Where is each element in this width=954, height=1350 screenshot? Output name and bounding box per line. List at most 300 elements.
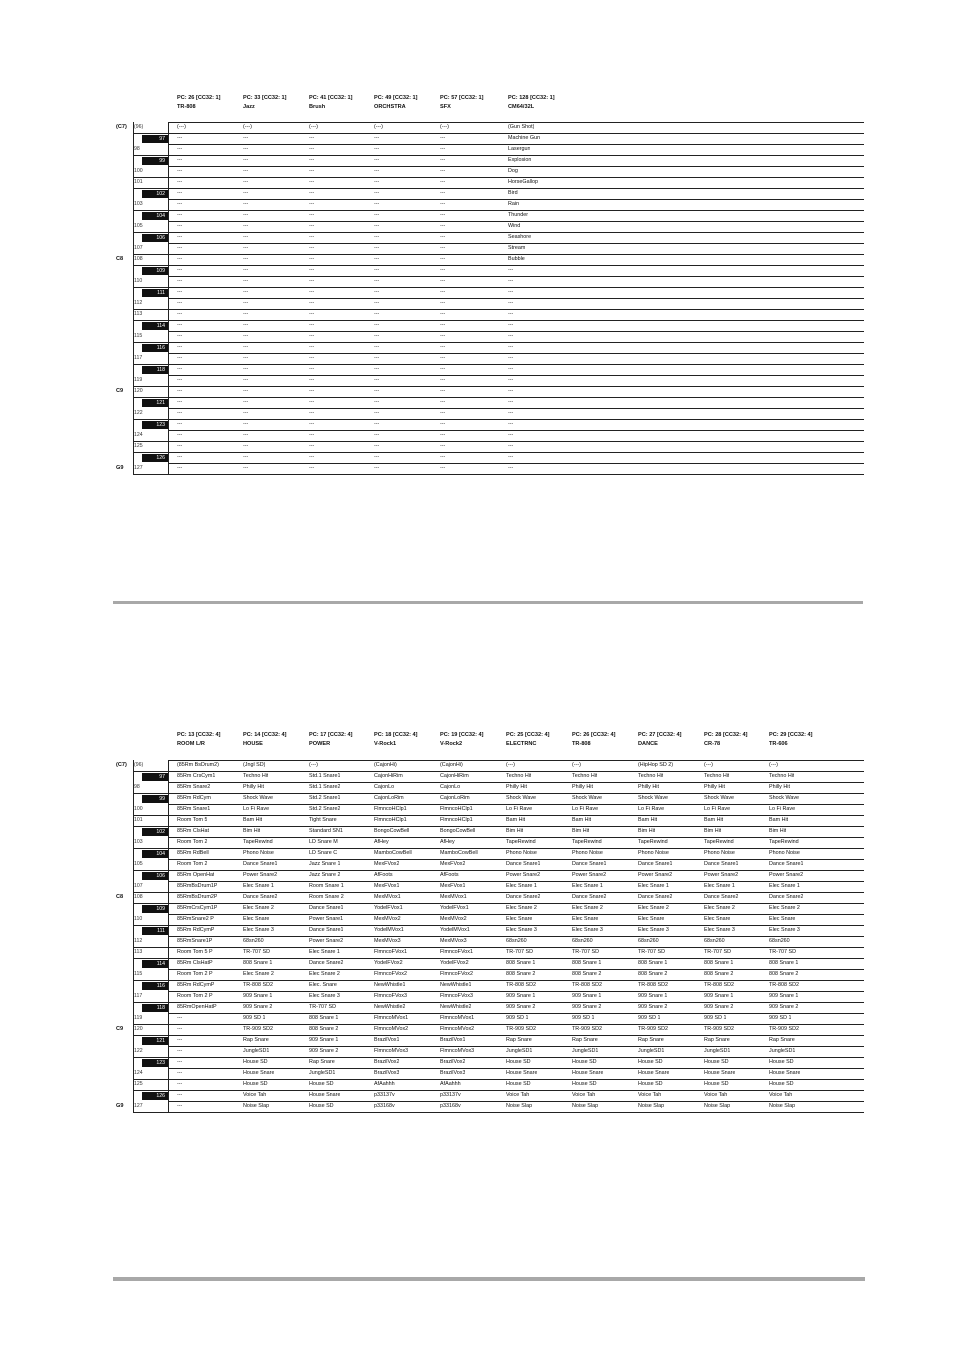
table-cell: --- — [309, 333, 315, 339]
table-cell: Elec Snare 3 — [572, 927, 603, 933]
table-cell: --- — [374, 322, 380, 328]
white-key-number: 117 — [134, 993, 143, 999]
table-cell: --- — [177, 432, 183, 438]
column-header-pc: PC: 13 [CC32: 4] — [177, 732, 221, 738]
table-cell: House Snare — [309, 1092, 341, 1098]
table-cell: TR-808 SD2 — [769, 982, 799, 988]
table-cell: --- — [177, 355, 183, 361]
table-cell: Elec Snare 3 — [769, 927, 800, 933]
black-key: 104 — [142, 212, 168, 220]
table-cell: 85Rm RdCymP — [177, 982, 215, 988]
table-cell: --- — [374, 278, 380, 284]
table-cell: --- — [177, 311, 183, 317]
table-cell: 85Rm Snare2 — [177, 784, 211, 790]
table-cell: Wind — [508, 223, 521, 229]
table-cell: --- — [243, 366, 249, 372]
row-rule — [168, 408, 864, 409]
table-cell: --- — [177, 333, 183, 339]
table-cell: --- — [309, 256, 315, 262]
table-cell: Standard SN1 — [309, 828, 343, 834]
table-cell: Techno Hit — [572, 773, 598, 779]
table-cell: AfAahhh — [440, 1081, 461, 1087]
table-cell: Dance Snare1 — [572, 861, 607, 867]
white-key-number: 101 — [134, 179, 143, 185]
table-cell: --- — [440, 256, 446, 262]
row-rule — [168, 419, 864, 420]
table-cell: --- — [440, 454, 446, 460]
table-cell: --- — [508, 377, 514, 383]
table-cell: Shock Wave — [769, 795, 800, 801]
table-cell: TR-707 SD — [506, 949, 533, 955]
row-rule — [168, 353, 864, 354]
table-cell: --- — [374, 201, 380, 207]
table-cell: TR-909 SD2 — [572, 1026, 602, 1032]
table-cell: --- — [374, 190, 380, 196]
table-cell: Elec. Snare — [309, 982, 337, 988]
table-top-rule — [168, 760, 864, 761]
table-cell: MexMVox2 — [440, 916, 467, 922]
table-cell: --- — [309, 300, 315, 306]
table-cell: Elec Snare — [572, 916, 599, 922]
table-cell: (---) — [440, 124, 449, 130]
white-key-number: 122 — [134, 410, 143, 416]
table-cell: Power Snare2 — [243, 872, 278, 878]
table-cell: 85RmCrsCym1P — [177, 905, 218, 911]
table-cell: --- — [309, 223, 315, 229]
table-cell: Philly Hit — [572, 784, 593, 790]
table-cell: 68sn260 — [638, 938, 659, 944]
table-cell: House Snare — [704, 1070, 736, 1076]
table-cell: --- — [177, 344, 183, 350]
table-cell: --- — [440, 432, 446, 438]
table-cell: Dance Snare2 — [769, 894, 804, 900]
table-cell: House SD — [506, 1081, 531, 1087]
table-cell: p33137v — [440, 1092, 461, 1098]
table-cell: House SD — [243, 1059, 268, 1065]
table-cell: Bam Hit — [506, 817, 526, 823]
table-cell: House SD — [243, 1081, 268, 1087]
table-cell: Philly Hit — [506, 784, 527, 790]
white-key-number: 100 — [134, 806, 143, 812]
table-cell: --- — [309, 322, 315, 328]
octave-label: C9 — [116, 388, 124, 394]
table-cell: --- — [309, 278, 315, 284]
table-cell: Bim Hit — [243, 828, 261, 834]
table-cell: 808 Snare 2 — [769, 971, 799, 977]
table-cell: Elec Snare 1 — [638, 883, 669, 889]
black-key: 109 — [142, 905, 168, 913]
table-cell: (---) — [243, 124, 252, 130]
table-cell: --- — [177, 443, 183, 449]
table-cell: --- — [243, 410, 249, 416]
table-cell: --- — [309, 157, 315, 163]
table-cell: 909 Snare 2 — [769, 1004, 799, 1010]
table-cell: Noise Slap — [572, 1103, 599, 1109]
table-cell: CajonHiRim — [440, 773, 469, 779]
table-cell: --- — [309, 421, 315, 427]
table-cell: 85Rm Snare1 — [177, 806, 211, 812]
table-cell: Dog — [508, 168, 518, 174]
table-cell: TR-909 SD2 — [704, 1026, 734, 1032]
table-cell: --- — [309, 212, 315, 218]
table-cell: Techno Hit — [769, 773, 795, 779]
table-cell: Dance Snare1 — [704, 861, 739, 867]
table-cell: BongoCowBell — [374, 828, 410, 834]
table-cell: Shock Wave — [243, 795, 274, 801]
table-cell: --- — [309, 267, 315, 273]
table-cell: Room Tom 2 — [177, 861, 208, 867]
table-cell: Elec Snare — [704, 916, 731, 922]
table-cell: Dance Snare2 — [506, 894, 541, 900]
table-cell: AfHey — [440, 839, 455, 845]
table-cell: --- — [440, 289, 446, 295]
footer-rule — [113, 1277, 865, 1281]
white-key-number: 115 — [134, 971, 143, 977]
table-cell: --- — [177, 465, 183, 471]
white-key-number: 110 — [134, 278, 143, 284]
table-cell: House SD — [638, 1081, 663, 1087]
table-cell: 909 Snare 2 — [506, 1004, 536, 1010]
table-cell: Bam Hit — [572, 817, 592, 823]
table-cell: --- — [177, 256, 183, 262]
table-cell: Elec Snare 2 — [638, 905, 669, 911]
table-cell: BrazilVox2 — [374, 1059, 400, 1065]
table-cell: --- — [177, 388, 183, 394]
table-cell: (CajonHi) — [374, 762, 397, 768]
table-cell: AfHey — [374, 839, 389, 845]
white-key-number: 127 — [134, 1103, 143, 1109]
table-cell: House SD — [704, 1059, 729, 1065]
column-header-name: TR-808 — [177, 104, 196, 110]
table-cell: 85Rm OpenHat — [177, 872, 215, 878]
table-cell: --- — [177, 201, 183, 207]
row-rule — [168, 309, 864, 310]
table-cell: Room Snare 1 — [309, 883, 344, 889]
table-cell: --- — [177, 366, 183, 372]
table-cell: --- — [243, 421, 249, 427]
table-cell: Phono Noise — [572, 850, 603, 856]
table-cell: --- — [243, 212, 249, 218]
table-cell: JungleSD1 — [243, 1048, 270, 1054]
table-cell: 909 Snare 1 — [704, 993, 734, 999]
table-cell: TR-808 SD2 — [243, 982, 273, 988]
table-cell: FlmncoFVox1 — [440, 949, 473, 955]
table-cell: Dance Snare1 — [309, 927, 344, 933]
table-cell: Rap Snare — [704, 1037, 730, 1043]
column-header-name: ORCHSTRA — [374, 104, 406, 110]
white-key-number: 112 — [134, 938, 143, 944]
table-cell: Shock Wave — [572, 795, 603, 801]
table-cell: Power Snare2 — [572, 872, 607, 878]
table-cell: FlmncoHClp1 — [440, 817, 473, 823]
table-cell: Elec Snare — [638, 916, 665, 922]
table-cell: p33168v — [440, 1103, 461, 1109]
table-cell: --- — [309, 146, 315, 152]
table-cell: MamboCowBell — [440, 850, 478, 856]
table-cell: --- — [374, 311, 380, 317]
table-cell: 85Rm RdCymP — [177, 927, 215, 933]
table-cell: --- — [508, 355, 514, 361]
table-cell: --- — [177, 179, 183, 185]
black-key: 118 — [142, 366, 168, 374]
white-key-number: 127 — [134, 465, 143, 471]
table-cell: MexMVox3 — [374, 938, 401, 944]
row-rule — [168, 298, 864, 299]
table-cell: CajonLoRim — [374, 795, 404, 801]
column-header-name: ROOM L/R — [177, 741, 205, 747]
table-cell: --- — [440, 135, 446, 141]
table-cell: BrazilVox2 — [440, 1059, 466, 1065]
table-cell: --- — [440, 146, 446, 152]
table-cell: 909 Snare 2 — [638, 1004, 668, 1010]
table-cell: --- — [440, 267, 446, 273]
white-key-number: 105 — [134, 861, 143, 867]
column-header-pc: PC: 27 [CC32: 4] — [638, 732, 682, 738]
table-cell: Bird — [508, 190, 518, 196]
column-header-pc: PC: 26 [CC32: 1] — [177, 95, 221, 101]
table-cell: Thunder — [508, 212, 529, 218]
table-cell: 808 Snare 1 — [506, 960, 536, 966]
table-cell: --- — [374, 421, 380, 427]
table-cell: 909 Snare 1 — [638, 993, 668, 999]
table-cell: --- — [440, 377, 446, 383]
table-cell: House SD — [309, 1103, 334, 1109]
table-cell: House SD — [704, 1081, 729, 1087]
table-cell: Std.2 Snare2 — [309, 806, 341, 812]
table-cell: YodelMVox1 — [374, 927, 404, 933]
table-cell: Rap Snare — [243, 1037, 269, 1043]
table-cell: --- — [309, 168, 315, 174]
table-cell: --- — [243, 267, 249, 273]
column-header-name: TR-808 — [572, 741, 591, 747]
table-cell: p33168v — [374, 1103, 395, 1109]
table-cell: --- — [440, 399, 446, 405]
table-cell: --- — [440, 410, 446, 416]
table-cell: Room Tom 2 P — [177, 993, 213, 999]
table-cell: House Snare — [572, 1070, 604, 1076]
table-cell: Dance Snare2 — [638, 894, 673, 900]
table-cell: Elec Snare — [243, 916, 270, 922]
table-cell: Dance Snare2 — [704, 894, 739, 900]
row-rule — [168, 320, 864, 321]
table-cell: Noise Slap — [704, 1103, 731, 1109]
table-cell: Voice Tah — [243, 1092, 267, 1098]
keyboard-bottom-edge — [133, 1112, 168, 1113]
column-header-name: POWER — [309, 741, 331, 747]
column-header-pc: PC: 18 [CC32: 4] — [374, 732, 418, 738]
table-cell: --- — [374, 179, 380, 185]
table-cell: --- — [440, 223, 446, 229]
table-cell: 85RmSnare2 P — [177, 916, 214, 922]
black-key: 121 — [142, 1037, 168, 1045]
table-cell: --- — [374, 267, 380, 273]
table-cell: 909 Snare 1 — [572, 993, 602, 999]
table-cell: MexMVox1 — [374, 894, 401, 900]
table-cell: Dance Snare2 — [572, 894, 607, 900]
white-key-number: 119 — [134, 1015, 143, 1021]
table-cell: Power Snare2 — [638, 872, 673, 878]
table-cell: --- — [508, 410, 514, 416]
table-cell: NewWhistle2 — [440, 1004, 472, 1010]
table-cell: Phono Noise — [704, 850, 735, 856]
table-cell: AfFoots — [374, 872, 393, 878]
column-header-pc: PC: 26 [CC32: 4] — [572, 732, 616, 738]
table-cell: --- — [508, 333, 514, 339]
white-key-number: (96) — [134, 762, 144, 768]
black-key: 97 — [142, 773, 168, 781]
table-cell: Lo Fi Rave — [243, 806, 270, 812]
table-cell: Elec Snare 3 — [704, 927, 735, 933]
table-cell: --- — [374, 443, 380, 449]
table-cell: --- — [177, 146, 183, 152]
table-cell: --- — [309, 454, 315, 460]
table-cell: --- — [440, 157, 446, 163]
table-cell: BrazilVox3 — [440, 1070, 466, 1076]
table-cell: 808 Snare 1 — [309, 1015, 339, 1021]
table-cell: 85Rm RdCym — [177, 795, 211, 801]
table-cell: --- — [309, 355, 315, 361]
table-cell: --- — [177, 377, 183, 383]
table-cell: --- — [508, 432, 514, 438]
table-cell: --- — [374, 454, 380, 460]
table-cell: --- — [243, 256, 249, 262]
table-cell: Elec Snare 1 — [243, 883, 274, 889]
column-header-pc: PC: 19 [CC32: 4] — [440, 732, 484, 738]
black-key: 116 — [142, 982, 168, 990]
white-key-number: 113 — [134, 949, 143, 955]
octave-label: C8 — [116, 256, 124, 262]
table-cell: YodelFVox1 — [374, 905, 403, 911]
table-cell: Voice Tah — [638, 1092, 662, 1098]
table-cell: Elec Snare 2 — [309, 971, 340, 977]
table-cell: (---) — [506, 762, 515, 768]
white-key-number: 100 — [134, 168, 143, 174]
table-cell: Bim Hit — [506, 828, 524, 834]
table-cell: FlmncoHClp1 — [440, 806, 473, 812]
section-divider — [113, 601, 863, 604]
table-cell: Rap Snare — [309, 1059, 335, 1065]
table-cell: Bam Hit — [638, 817, 658, 823]
table-cell: MexMVox3 — [440, 938, 467, 944]
black-key: 109 — [142, 267, 168, 275]
table-cell: CajonLo — [374, 784, 395, 790]
table-cell: --- — [177, 223, 183, 229]
column-header-pc: PC: 25 [CC32: 4] — [506, 732, 550, 738]
table-cell: --- — [374, 146, 380, 152]
table-cell: --- — [440, 201, 446, 207]
table-cell: Elec Snare 3 — [506, 927, 537, 933]
column-header-pc: PC: 17 [CC32: 4] — [309, 732, 353, 738]
row-rule — [168, 287, 864, 288]
table-cell: Voice Tah — [704, 1092, 728, 1098]
table-cell: --- — [508, 443, 514, 449]
table-cell: --- — [177, 1059, 183, 1065]
table-cell: --- — [177, 410, 183, 416]
table-cell: Bim Hit — [572, 828, 590, 834]
black-key: 123 — [142, 421, 168, 429]
table-cell: NewWhistle1 — [440, 982, 472, 988]
table-cell: --- — [508, 311, 514, 317]
table-cell: Lasergun — [508, 146, 531, 152]
white-key-number: 110 — [134, 916, 143, 922]
table-cell: Dance Snare1 — [769, 861, 804, 867]
table-cell: Philly Hit — [769, 784, 790, 790]
table-cell: Dance Snare1 — [243, 861, 278, 867]
octave-label: C8 — [116, 894, 124, 900]
table-cell: Elec Snare 2 — [704, 905, 735, 911]
table-cell: 85RmBsDrum2P — [177, 894, 218, 900]
octave-label: G9 — [116, 465, 124, 471]
white-key-number: 124 — [134, 1070, 143, 1076]
table-cell: --- — [374, 388, 380, 394]
table-cell: TR-707 SD — [769, 949, 796, 955]
table-cell: Philly Hit — [243, 784, 264, 790]
row-rule — [168, 430, 864, 431]
table-cell: --- — [309, 201, 315, 207]
table-cell: --- — [243, 289, 249, 295]
white-key-number: 98 — [134, 146, 140, 152]
table-cell: Std.2 Snare1 — [309, 795, 341, 801]
table-cell: --- — [177, 1092, 183, 1098]
table-cell: --- — [508, 465, 514, 471]
row-rule — [168, 463, 864, 464]
table-cell: FlmncoFVox3 — [440, 993, 473, 999]
row-rule — [168, 452, 864, 453]
table-cell: TapeRewind — [243, 839, 273, 845]
table-cell: --- — [508, 344, 514, 350]
table-cell: YodelFVox2 — [440, 960, 469, 966]
table-cell: --- — [243, 168, 249, 174]
octave-label: (C7) — [116, 762, 127, 768]
black-key: 99 — [142, 157, 168, 165]
table-cell: --- — [243, 157, 249, 163]
table-cell: (---) — [374, 124, 383, 130]
table-cell: Bam Hit — [704, 817, 724, 823]
table-cell: Tight Snare — [309, 817, 337, 823]
table-cell: 808 Snare 2 — [704, 971, 734, 977]
table-cell: Std.1 Snare2 — [309, 784, 341, 790]
column-header-pc: PC: 29 [CC32: 4] — [769, 732, 813, 738]
table-cell: --- — [508, 322, 514, 328]
table-cell: MamboCowBell — [374, 850, 412, 856]
table-cell: YodelFVox1 — [440, 905, 469, 911]
table-cell: (CajonHi) — [440, 762, 463, 768]
table-cell: --- — [508, 289, 514, 295]
table-cell: NewWhistle1 — [374, 982, 406, 988]
table-cell: --- — [243, 278, 249, 284]
table-cell: House Snare — [638, 1070, 670, 1076]
table-cell: Room Tom 5 — [177, 817, 208, 823]
table-cell: Voice Tah — [506, 1092, 530, 1098]
table-cell: --- — [374, 410, 380, 416]
table-cell: --- — [243, 322, 249, 328]
table-cell: Dance Snare2 — [309, 960, 344, 966]
table-cell: TR-808 SD2 — [704, 982, 734, 988]
table-cell: 909 SD 1 — [243, 1015, 266, 1021]
table-cell: --- — [309, 179, 315, 185]
table-cell: Noise Slap — [769, 1103, 796, 1109]
white-key-number: 119 — [134, 377, 143, 383]
row-rule — [168, 441, 864, 442]
table-cell: 808 Snare 2 — [638, 971, 668, 977]
table-cell: --- — [374, 256, 380, 262]
table-cell: BrazilVox1 — [440, 1037, 466, 1043]
table-cell: Techno Hit — [506, 773, 532, 779]
row-rule — [168, 265, 864, 266]
column-header-name: V-Rock2 — [440, 741, 463, 747]
black-key: 104 — [142, 850, 168, 858]
table-cell: --- — [374, 289, 380, 295]
